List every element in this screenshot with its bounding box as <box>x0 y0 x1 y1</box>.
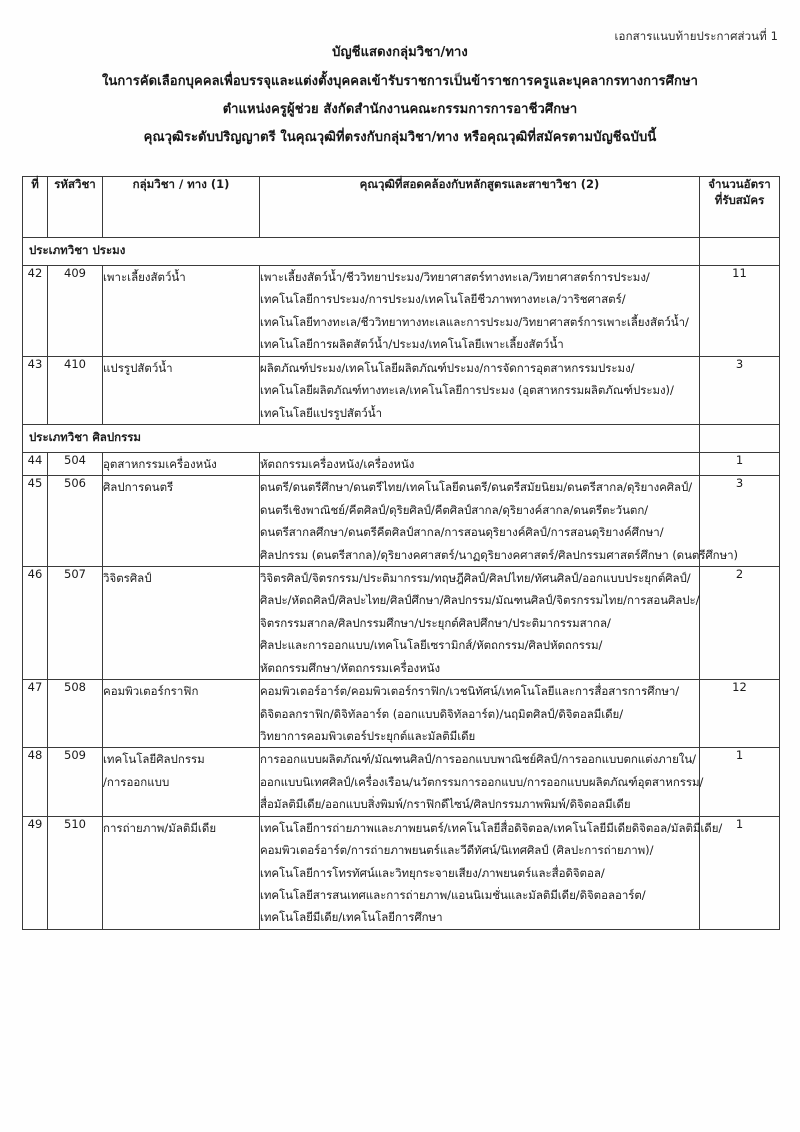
subject-group-name <box>103 476 260 567</box>
subject-group-line: อุตสาหกรรมเครื่องหนัง <box>103 456 217 471</box>
qualification-list <box>260 356 700 424</box>
qualification-line: ดนตรีสากลศึกษา/ดนตรีคีตศิลป์สากล/การสอนดุริยางค์ศิลป์/การสอนดุริยางค์ศึกษา/ <box>260 525 664 540</box>
table-body <box>23 238 780 930</box>
qualification-line: เทคโนโลยีการประมง/การประมง/เทคโนโลยีชีวภาพทางทะเล/วาริชศาสตร์/ <box>260 292 626 307</box>
subject-code: 507 <box>48 567 103 680</box>
vacancy-count: 11 <box>700 266 780 357</box>
qualification-line: สื่อมัลติมีเดีย/ออกแบบสิ่งพิมพ์/กราฟิกดีไซน์/ศิลปกรรมภาพพิมพ์/ดิจิตอลมีเดีย <box>260 797 631 812</box>
qualification-line: จิตรกรรมสากล/ศิลปกรรมศึกษา/ประยุกต์ศิลปศึกษา/ประติมากรรมสากล/ <box>260 615 611 630</box>
vacancy-count: 3 <box>700 356 780 424</box>
table-row <box>23 748 780 816</box>
subject-group-name <box>103 816 260 929</box>
subject-group-table <box>22 176 780 930</box>
row-number: 45 <box>23 476 48 567</box>
category-label: ประเภทวิชา ประมง <box>23 238 700 266</box>
column-header-group: กลุ่มวิชา / ทาง (1) <box>103 177 260 238</box>
column-header-no: ที่ <box>23 177 48 238</box>
column-header-count <box>700 177 780 238</box>
page-title: บัญชีแสดงกลุ่มวิชา/ทาง <box>332 45 468 60</box>
qualification-line: เพาะเลี้ยงสัตว์น้ำ/ชีววิทยาประมง/วิทยาศาสตร์ทางทะเล/วิทยาศาสตร์การประมง/ <box>260 270 650 284</box>
qualification-line: ศิลปะ/หัตถศิลป์/ศิลปะไทย/ศิลป์ศึกษา/ศิลปกรรม/มัณฑนศิลป์/จิตรกรรมไทย/การสอนศิลปะ/ <box>260 593 700 608</box>
column-header-count-line2: ที่รับสมัคร <box>714 192 765 207</box>
qualification-line: เทคโนโลยีการโทรทัศน์และวิทยุกระจายเสียง/ภาพยนตร์และสื่อดิจิตอล/ <box>260 865 605 880</box>
qualification-line: เทคโนโลยีการถ่ายภาพและภาพยนตร์/เทคโนโลยีสื่อดิจิตอล/เทคโนโลยีมีเดียดิจิตอล/มัลติมีเดีย/ <box>260 820 723 835</box>
title-subline-3: คุณวุฒิระดับปริญญาตรี ในคุณวุฒิที่ตรงกับกลุ่มวิชา/ทาง หรือคุณวุฒิที่สมัครตามบัญชีฉบับนี้ <box>143 130 657 145</box>
subject-code: 504 <box>48 452 103 475</box>
table-header-row <box>23 177 780 238</box>
row-number: 43 <box>23 356 48 424</box>
qualification-list <box>260 567 700 680</box>
vacancy-count: 3 <box>700 476 780 567</box>
subject-group-line: คอมพิวเตอร์กราฟิก <box>103 684 199 699</box>
subject-group-name <box>103 452 260 475</box>
table-row <box>23 567 780 680</box>
qualification-line: ดิจิตอลกราฟิก/ดิจิทัลอาร์ต (ออกแบบดิจิทัลอาร์ต)/นฤมิตศิลป์/ดิจิตอลมีเดีย/ <box>260 706 624 721</box>
qualification-line: ดนตรี/ดนตรีศึกษา/ดนตรีไทย/เทคโนโลยีดนตรี/ดนตรีสมัยนิยม/ดนตรีสากล/ดุริยางคศิลป์/ <box>260 480 693 495</box>
qualification-line: ผลิตภัณฑ์ประมง/เทคโนโลยีผลิตภัณฑ์ประมง/การจัดการอุตสาหกรรมประมง/ <box>260 360 635 375</box>
qualification-list <box>260 266 700 357</box>
category-header-row <box>23 238 780 266</box>
row-number: 49 <box>23 816 48 929</box>
category-header-row <box>23 424 780 452</box>
qualification-line: วิทยาการคอมพิวเตอร์ประยุกต์และมัลติมีเดีย <box>260 729 476 744</box>
qualification-line: หัตถกรรมเครื่องหนัง/เครื่องหนัง <box>260 456 415 471</box>
qualification-list <box>260 680 700 748</box>
document-title-block <box>0 0 800 144</box>
table-row <box>23 452 780 475</box>
qualification-line: เทคโนโลยีการผลิตสัตว์น้ำ/ประมง/เทคโนโลยีเพาะเลี้ยงสัตว์น้ำ <box>260 337 564 352</box>
vacancy-count: 1 <box>700 452 780 475</box>
vacancy-count: 2 <box>700 567 780 680</box>
column-header-code: รหัสวิชา <box>48 177 103 238</box>
table-row <box>23 476 780 567</box>
qualification-list <box>260 748 704 816</box>
qualification-line: เทคโนโลยีแปรรูปสัตว์น้ำ <box>260 405 382 420</box>
subject-group-line: เทคโนโลยีศิลปกรรม <box>103 752 205 767</box>
row-number: 48 <box>23 748 48 816</box>
row-number: 47 <box>23 680 48 748</box>
qualification-line: หัตถกรรมศึกษา/หัตถกรรมเครื่องหนัง <box>260 660 441 675</box>
vacancy-count: 1 <box>700 748 780 816</box>
subject-group-name <box>103 356 260 424</box>
category-label: ประเภทวิชา ศิลปกรรม <box>23 424 700 452</box>
vacancy-count: 12 <box>700 680 780 748</box>
table-row <box>23 356 780 424</box>
qualification-line: คอมพิวเตอร์อาร์ต/คอมพิวเตอร์กราฟิก/เวชนิทัศน์/เทคโนโลยีและการสื่อสารการศึกษา/ <box>260 684 680 699</box>
subject-group-name <box>103 266 260 357</box>
subject-group-name <box>103 748 260 816</box>
vacancy-count: 1 <box>700 816 780 929</box>
column-header-count-line1: จำนวนอัตรา <box>708 177 771 191</box>
qualification-line: คอมพิวเตอร์อาร์ต/การถ่ายภาพยนตร์และวีดีทัศน์/นิเทศศิลป์ (ศิลปะการถ่ายภาพ)/ <box>260 843 654 858</box>
column-header-qualification: คุณวุฒิที่สอดคล้องกับหลักสูตรและสาขาวิชา (2) <box>260 177 700 238</box>
row-number: 44 <box>23 452 48 475</box>
subject-code: 508 <box>48 680 103 748</box>
qualification-line: ออกแบบนิเทศศิลป์/เครื่องเรือน/นวัตกรรมการออกแบบ/การออกแบบผลิตภัณฑ์อุตสาหกรรม/ <box>260 774 704 789</box>
subject-group-name <box>103 680 260 748</box>
qualification-line: ศิลปะและการออกแบบ/เทคโนโลยีเซรามิกส์/หัตถกรรม/ศิลปหัตถกรรม/ <box>260 638 603 653</box>
title-subline-2: ตำแหน่งครูผู้ช่วย สังกัดสำนักงานคณะกรรมการการอาชีวศึกษา <box>222 102 578 117</box>
qualification-list <box>260 816 723 929</box>
qualification-line: เทคโนโลยีทางทะเล/ชีววิทยาทางทะเลและการประมง/วิทยาศาสตร์การเพาะเลี้ยงสัตว์น้ำ/ <box>260 314 689 329</box>
qualification-line: ศิลปกรรม (ดนตรีสากล)/ดุริยางคศาสตร์/นาฏดุริยางคศาสตร์/ศิลปกรรมศาสตร์ศึกษา (ดนตรีศึกษา) <box>260 547 738 562</box>
subject-code: 506 <box>48 476 103 567</box>
qualification-list <box>260 476 738 567</box>
qualification-line: เทคโนโลยีสารสนเทศและการถ่ายภาพ/แอนนิเมชั่นและมัลติมีเดีย/ดิจิตอลอาร์ต/ <box>260 887 646 902</box>
subject-group-line: การถ่ายภาพ/มัลติมีเดีย <box>103 820 217 835</box>
subject-group-table-container <box>22 176 779 930</box>
subject-code: 410 <box>48 356 103 424</box>
category-count-cell <box>700 238 780 266</box>
subject-group-name <box>103 567 260 680</box>
subject-code: 510 <box>48 816 103 929</box>
qualification-line: เทคโนโลยีผลิตภัณฑ์ทางทะเล/เทคโนโลยีการประมง (อุตสาหกรรมผลิตภัณฑ์ประมง)/ <box>260 383 674 398</box>
qualification-line: เทคโนโลยีมีเดีย/เทคโนโลยีการศึกษา <box>260 910 443 925</box>
table-row <box>23 680 780 748</box>
qualification-line: วิจิตรศิลป์/จิตรกรรม/ประติมากรรม/ทฤษฎีศิลป์/ศิลปไทย/ทัศนศิลป์/ออกแบบประยุกต์ศิลป์/ <box>260 571 691 586</box>
subject-group-line: แปรรูปสัตว์น้ำ <box>103 360 173 375</box>
row-number: 46 <box>23 567 48 680</box>
subject-code: 509 <box>48 748 103 816</box>
subject-group-line: /การออกแบบ <box>103 774 170 789</box>
subject-group-line: เพาะเลี้ยงสัตว์น้ำ <box>103 270 186 284</box>
qualification-list <box>260 452 700 475</box>
table-head <box>23 177 780 238</box>
category-count-cell <box>700 424 780 452</box>
title-subline-1: ในการคัดเลือกบุคคลเพื่อบรรจุและแต่งตั้งบุคคลเข้ารับราชการเป็นข้าราชการครูและบุคลากรทางการศึกษา <box>101 74 699 89</box>
row-number: 42 <box>23 266 48 357</box>
subject-group-line: วิจิตรศิลป์ <box>103 571 152 586</box>
qualification-line: ดนตรีเชิงพาณิชย์/คีตศิลป์/ดุริยศิลป์/คีตศิลป์สากล/ดุริยางค์สากล/ดนตรีตะวันตก/ <box>260 502 649 517</box>
document-reference-note: เอกสารแนบท้ายประกาศส่วนที่ 1 <box>614 29 778 43</box>
qualification-line: การออกแบบผลิตภัณฑ์/มัณฑนศิลป์/การออกแบบพาณิชย์ศิลป์/การออกแบบตกแต่งภายใน/ <box>260 752 696 767</box>
table-row <box>23 266 780 357</box>
subject-group-line: ศิลปการดนตรี <box>103 480 174 495</box>
subject-code: 409 <box>48 266 103 357</box>
table-row <box>23 816 780 929</box>
